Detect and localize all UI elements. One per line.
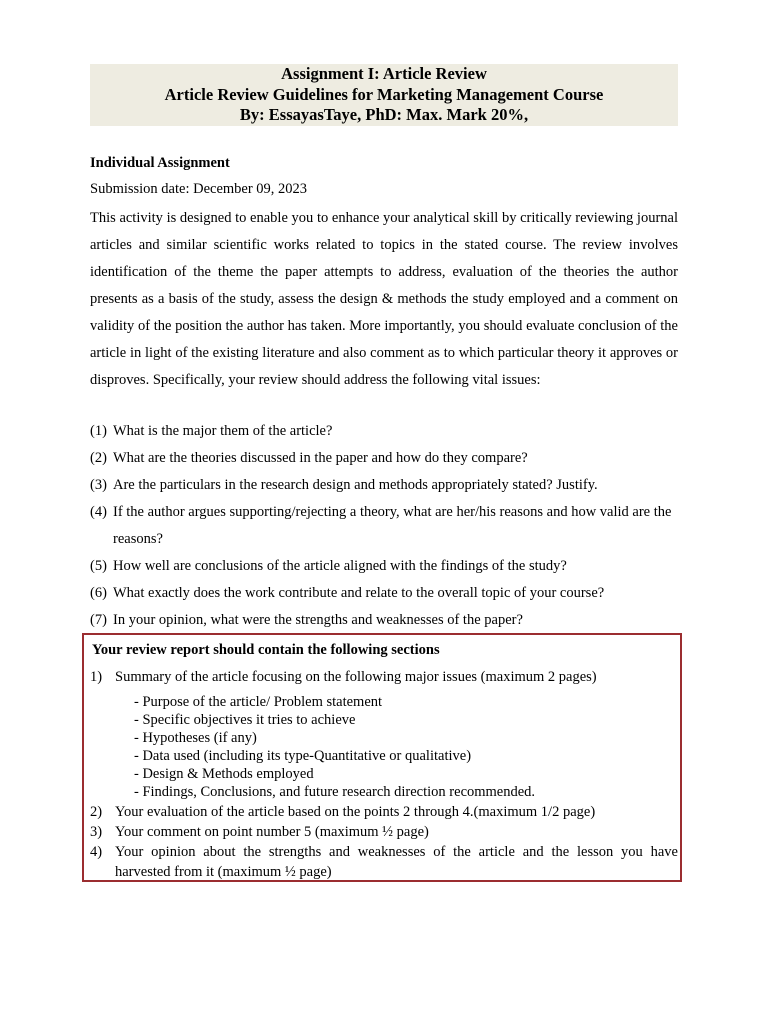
question-item xyxy=(90,418,678,445)
report-section-list xyxy=(90,667,678,687)
question-number: (3) xyxy=(90,477,107,493)
title-banner xyxy=(90,64,678,126)
summary-subitem-list xyxy=(134,693,535,801)
question-item xyxy=(90,607,678,634)
submission-date: Submission date: December 09, 2023 xyxy=(90,181,308,197)
report-sections-box xyxy=(82,633,682,882)
author-line: By: EssayasTaye, PhD: Max. Mark 20%, xyxy=(239,105,529,125)
section-number: 3) xyxy=(90,824,103,840)
summary-subitem: - Data used (including its type-Quantitative or qualitative) xyxy=(134,748,472,764)
question-number: (6) xyxy=(90,585,107,601)
report-section-item xyxy=(90,667,678,687)
question-number: (2) xyxy=(90,450,107,466)
assignment-title: Assignment I: Article Review xyxy=(281,64,487,84)
question-item xyxy=(90,499,678,553)
report-section-item xyxy=(90,822,678,842)
summary-subitem: - Findings, Conclusions, and future research direction recommended. xyxy=(134,784,536,800)
section-number: 1) xyxy=(90,669,103,685)
report-section-item xyxy=(90,802,678,822)
question-text: If the author argues supporting/rejecting a theory, what are her/his reasons and how valid are the reasons? xyxy=(113,504,672,547)
question-text: Are the particulars in the research design and methods appropriately stated? Justify. xyxy=(113,477,598,493)
question-number: (5) xyxy=(90,558,107,574)
question-text: What are the theories discussed in the paper and how do they compare? xyxy=(113,450,528,466)
section-text: Your evaluation of the article based on the points 2 through 4.(maximum 1/2 page) xyxy=(115,804,596,820)
summary-subitem: - Design & Methods employed xyxy=(134,766,314,782)
question-item xyxy=(90,580,678,607)
guidelines-title: Article Review Guidelines for Marketing Management Course xyxy=(164,84,604,104)
section-text: Summary of the article focusing on the following major issues (maximum 2 pages) xyxy=(115,669,597,685)
report-title: Your review report should contain the following sections xyxy=(92,642,440,658)
question-item xyxy=(90,445,678,472)
section-text: Your opinion about the strengths and weaknesses of the article and the lesson you have harvested from it (maximum ½ page) xyxy=(115,844,678,880)
intro-paragraph: This activity is designed to enable you to enhance your analytical skill by critically reviewing journal articles and similar scientific works related to topics in the stated course. The review involves identification of the theme the paper attempts to address, evaluation of the theories the author presents as a basis of the study, assess the design & methods the study employed and a comment on validity of the position the author has taken. More importantly, you should evaluate conclusion of the article in light of the existing literature and also comment as to which particular theory it approves or disproves. Specifically, your review should address the following vital issues: xyxy=(90,210,678,388)
report-section-item xyxy=(90,842,678,882)
question-text: How well are conclusions of the article aligned with the findings of the study? xyxy=(113,558,567,574)
question-item xyxy=(90,472,678,499)
question-text: What is the major them of the article? xyxy=(113,423,333,439)
report-section-list-continued xyxy=(90,802,678,882)
question-text: What exactly does the work contribute and relate to the overall topic of your course? xyxy=(113,585,605,601)
summary-subitem: - Purpose of the article/ Problem statement xyxy=(134,694,383,710)
question-list xyxy=(90,418,678,634)
summary-subitem: - Hypotheses (if any) xyxy=(134,730,257,746)
section-text: Your comment on point number 5 (maximum ½ page) xyxy=(115,824,429,840)
assignment-type: Individual Assignment xyxy=(90,155,230,171)
question-number: (4) xyxy=(90,504,107,520)
section-number: 2) xyxy=(90,804,103,820)
question-text: In your opinion, what were the strengths and weaknesses of the paper? xyxy=(113,612,523,628)
question-number: (1) xyxy=(90,423,107,439)
section-number: 4) xyxy=(90,844,103,860)
question-item xyxy=(90,553,678,580)
summary-subitem: - Specific objectives it tries to achieve xyxy=(134,712,356,728)
question-number: (7) xyxy=(90,612,107,628)
